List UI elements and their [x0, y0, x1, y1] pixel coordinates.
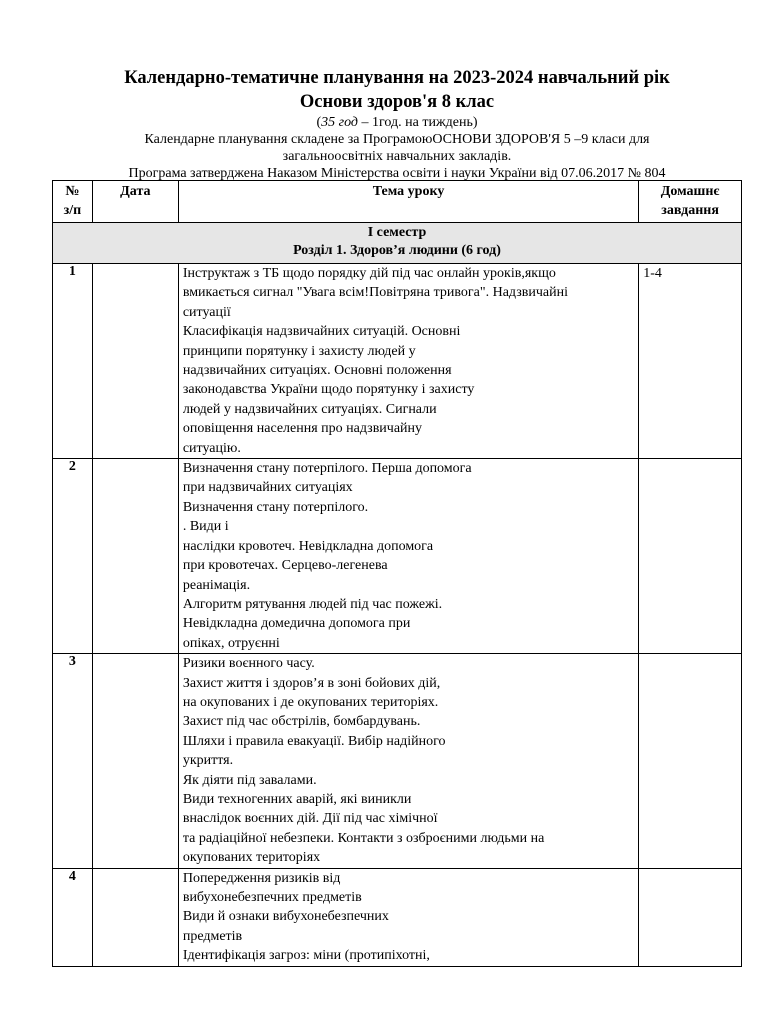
- lesson-topic: Попередження ризиків від вибухонебезпечних предметів Види й ознаки вибухонебезпечних предметів Ідентифікація загроз: міни (протипіхотні,: [178, 868, 638, 966]
- lesson-number: 4: [53, 868, 93, 966]
- document-header: [52, 66, 742, 182]
- lesson-number: 3: [53, 654, 93, 868]
- semester-label: І семестр: [367, 225, 427, 240]
- semester-row: [53, 223, 742, 264]
- lesson-homework: [639, 868, 742, 966]
- table-row: [53, 654, 742, 868]
- lesson-date: [92, 654, 178, 868]
- lesson-date: [92, 868, 178, 966]
- hours-italic: 35 год: [321, 115, 359, 130]
- table-header-row: [53, 181, 742, 223]
- lesson-homework: [639, 654, 742, 868]
- lesson-topic: Інструктаж з ТБ щодо порядку дій під час онлайн уроків,якщо вмикається сигнал "Увага всім!Повітряна тривога". Надзвичайні ситуації Класифікація надзвичайних ситуацій. Основні принципи порятунку і захисту людей у надзвичайних ситуаціях. Основні положення законодавства України щодо порятунку і захисту людей у надзвичайних ситуаціях. Сигнали оповіщення населення про надзвичайну ситуацію.: [178, 264, 638, 459]
- lesson-number: 2: [53, 459, 93, 654]
- header-homework: Домашнє завдання: [639, 181, 742, 223]
- document-subtitle: Основи здоров'я 8 клас: [299, 92, 495, 112]
- header-num: № з/п: [53, 181, 93, 223]
- hours-rest: – 1год. на тиждень: [358, 115, 473, 130]
- lesson-topic: Ризики воєнного часу. Захист життя і здоров’я в зоні бойових дій, на окупованих і де окупованих територіях. Захист під час обстрілів, бомбардувань. Шляхи і правила евакуації. Вибір надійного укриття. Як діяти під завалами. Види техногенних аварій, які виникли внаслідок воєнних дій. Дії під час хімічної та радіаційної небезпеки. Контакти з озброєними людьми на окупованих територіях: [178, 654, 638, 868]
- lesson-homework: 1-4: [639, 264, 742, 459]
- lesson-number: 1: [53, 264, 93, 459]
- plan-table: [52, 180, 742, 967]
- lesson-homework: [639, 459, 742, 654]
- header-topic: Тема уроку: [178, 181, 638, 223]
- program-line-3: Програма затверджена Наказом Міністерства освіти і науки України від 07.06.2017 № 804: [128, 166, 666, 181]
- section-label: Розділ 1. Здоров’я людини (6 год): [293, 243, 501, 258]
- lesson-date: [92, 264, 178, 459]
- table-row: [53, 459, 742, 654]
- header-date: Дата: [92, 181, 178, 223]
- program-line-1: Календарне планування складене за ПрограмоюОСНОВИ ЗДОРОВ'Я 5 –9 класи для: [144, 132, 650, 147]
- table-row: [53, 868, 742, 966]
- document-title: Календарно-тематичне планування на 2023-2024 навчальний рік: [124, 68, 670, 88]
- lesson-date: [92, 459, 178, 654]
- program-line-2: загальноосвітніх навчальних закладів.: [282, 149, 512, 164]
- lesson-topic: Визначення стану потерпілого. Перша допомога при надзвичайних ситуаціях Визначення стану потерпілого. . Види і наслідки кровотеч. Невідкладна допомога при кровотечах. Серцево-легенева реанімація. Алгоритм рятування людей під час пожежі. Невідкладна домедична допомога при опіках, отруєнні: [178, 459, 638, 654]
- table-row: [53, 264, 742, 459]
- hours-line: (35 год – 1год. на тиждень): [316, 115, 478, 130]
